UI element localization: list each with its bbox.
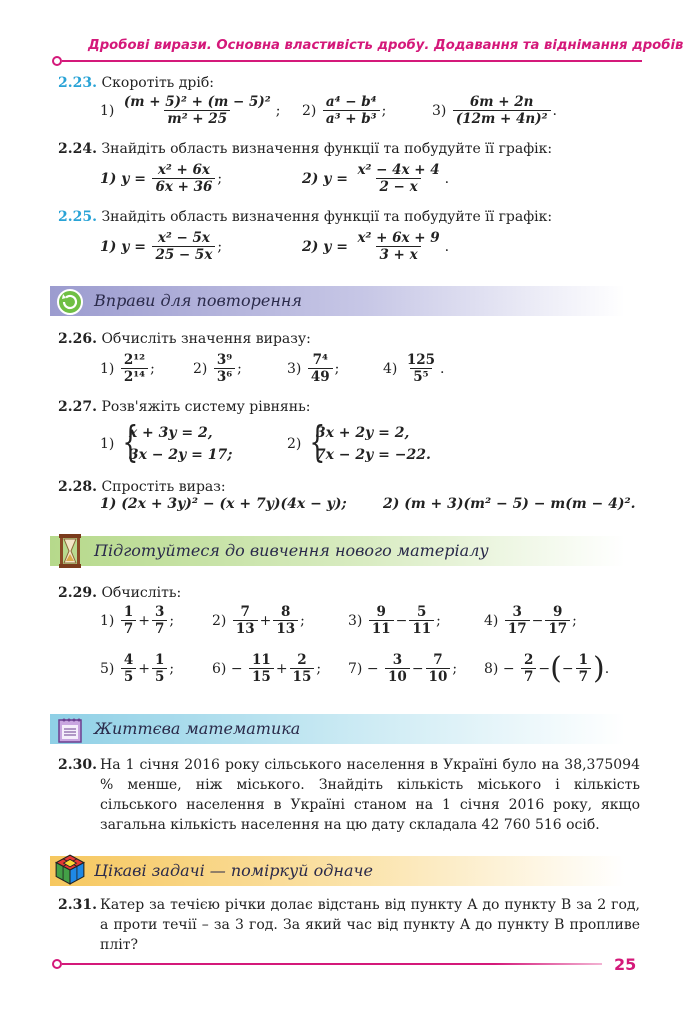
banner-title: Цікаві задачі — поміркуй одначе [94,861,373,880]
exercise-text: Розв'яжіть систему рівнянь: [101,399,311,415]
exercise-number: 2.25. [58,209,97,225]
item-label: 1) y = [100,239,146,255]
fraction: $\frac{6m + 2n}{\text{(12m + 4n)²}}$ [453,94,551,128]
fraction: $\frac{\text{(m + 5)² + (m − 5)²}}{\text{m² + 25}}$ [123,94,271,127]
exercise-number: 2.24. [58,141,97,157]
fraction: $\frac{1}{7}$ [576,652,591,686]
fraction: $\frac{3}{7}$ [152,604,167,638]
exercise-2-30-number [58,756,97,774]
exercise-2-27-system-2: 2) { 3x + 2y = 2, 7x − 2y = −22. [287,417,431,466]
item-label: 2) y = [302,171,348,187]
exercise-2-28 [58,478,226,496]
equation-system: { x + 3y = 2, 3x − 2y = 17; [122,417,233,466]
exercise-2-25-item-2: 2) y = $\frac{\text{x² + 6x + 9}}{3 + x}$ . [302,230,450,263]
fraction: $\frac{11}{15}$ [249,652,274,686]
repeat-icon [56,288,84,316]
exercise-2-23-item-3: 3) $\frac{6m + 2n}{\text{(12m + 4n)²}}$ . [432,94,557,127]
page-header-title: Дробові вирази. Основна властивість дробу. Додавання та віднімання дробів [88,38,684,53]
fraction: $\frac{\text{x² − 5x}}{25 - 5x}$ [152,230,215,264]
exercise-number: 2.29. [58,585,97,601]
fraction: $\frac{\text{3⁹}}{\text{3⁶}}$ [214,352,235,386]
exercise-2-29-item-2: 2) $\frac{7}{13}$ + $\frac{8}{13}$ ; [212,604,305,637]
fraction: $\frac{125}{\text{5⁵}}$ [406,352,436,385]
fraction: $\frac{1}{5}$ [152,652,167,686]
item-label: 2) y = [302,239,348,255]
item-label: 1) y = [100,171,146,187]
exercise-2-24-item-1: 1) y = $\frac{\text{x² + 6x}}{6x + 36}$ ; [100,162,223,195]
fraction: $\frac{\text{a⁴ − b⁴}}{\text{a³ + b³}}$ [323,94,380,128]
exercise-2-25 [58,208,552,226]
equation-system: { 3x + 2y = 2, 7x − 2y = −22. [309,417,431,466]
exercise-2-24 [58,140,552,158]
item-label: 1) [100,103,115,119]
rubiks-cube-icon [54,853,86,885]
exercise-number: 2.31. [58,897,97,913]
exercise-2-29-item-7: 7) − $\frac{3}{10}$ − $\frac{7}{10}$ ; [348,652,458,685]
fraction: $\frac{8}{13}$ [273,604,298,638]
banner-title: Життєва математика [94,719,301,738]
exercise-2-24-item-2: 2) y = $\frac{\text{x² − 4x + 4}}{2 - x}$ . [302,162,450,195]
exercise-2-25-item-1: 1) y = $\frac{\text{x² − 5x}}{25 - 5x}$ ; [100,230,223,263]
exercise-text: Скоротіть дріб: [101,75,214,91]
exercise-2-26-item-3: 3) $\frac{\text{7⁴}}{49}$ ; [287,352,340,385]
exercise-2-28-item-1: 1) (2x + 3y)² − (x + 7y)(4x − y); [100,496,347,512]
fraction: $\frac{\text{x² + 6x + 9}}{3 + x}$ [357,230,440,263]
exercise-text: Обчисліть: [101,585,182,601]
exercise-2-29-item-4: 4) $\frac{3}{17}$ − $\frac{9}{17}$ ; [484,604,577,637]
exercise-2-23-item-2: 2) $\frac{\text{a⁴ − b⁴}}{\text{a³ + b³}}$ ; [302,94,387,127]
exercise-2-29-item-5: 5) $\frac{4}{5}$ + $\frac{1}{5}$ ; [100,652,175,685]
hourglass-icon [56,533,84,569]
exercise-2-26 [58,330,311,348]
header-rule [62,60,642,62]
exercise-text: Спростіть вираз: [101,479,226,495]
banner-title: Вправи для повторення [94,291,302,310]
fraction: $\frac{\text{x² + 6x}}{6x + 36}$ [152,162,215,196]
banner-title: Підготуйтеся до вивчення нового матеріалу [94,541,489,560]
exercise-number: 2.23. [58,75,97,91]
exercise-text: Знайдіть область визначення функції та побудуйте її графік: [101,141,553,157]
exercise-2-26-item-1: 1) $\frac{\text{2¹²}}{\text{2¹⁴}}$ ; [100,352,155,385]
notepad-icon [56,716,84,744]
exercise-2-29-item-8: 8) − $\frac{2}{7}$ −(− $\frac{1}{7}$ ). [484,651,610,686]
exercise-2-29-item-3: 3) $\frac{9}{11}$ − $\frac{5}{11}$ ; [348,604,441,637]
header-rule-dot [52,56,62,66]
fraction: $\frac{9}{17}$ [545,604,570,638]
fraction: $\frac{2}{7}$ [521,652,536,686]
exercise-2-23 [58,74,214,92]
exercise-2-31-number [58,896,97,914]
exercise-number: 2.26. [58,331,97,347]
exercise-2-29-item-1: 1) $\frac{1}{7}$ + $\frac{3}{7}$ ; [100,604,175,637]
fraction: $\frac{\text{7⁴}}{49}$ [308,352,333,386]
fraction: $\frac{2}{15}$ [290,652,315,686]
exercise-2-30-text: На 1 січня 2016 року сільського населення в Україні було на 38,375094 % менше, ніж міського. Знайдіть кількість міського і кількість сільського населення в Україні станом на 1 січня 2016 року, якщо загальна кількість населення на цю дату складала 42 760 516 осіб. [100,757,640,833]
exercise-number: 2.27. [58,399,97,415]
footer-rule-dot [52,959,62,969]
fraction: $\frac{1}{7}$ [121,604,136,638]
exercise-2-27 [58,398,310,416]
exercise-2-31-text: Катер за течією річки долає відстань від пункту A до пункту B за 2 год, а проти течії – за 3 год. За який час від пункту A до пункту B пропливе пліт? [100,897,640,953]
fraction: $\frac{7}{10}$ [426,652,451,686]
exercise-2-26-item-2: 2) $\frac{\text{3⁹}}{\text{3⁶}}$ ; [193,352,242,385]
exercise-text: Знайдіть область визначення функції та побудуйте її графік: [101,209,553,225]
exercise-2-28-item-2: 2) (m + 3)(m² − 5) − m(m − 4)². [383,496,636,512]
item-label: 3) [432,103,447,119]
footer-rule [62,963,602,965]
fraction: $\frac{3}{10}$ [385,652,410,686]
exercise-2-29-item-6: 6) − $\frac{11}{15}$ + $\frac{2}{15}$ ; [212,652,322,685]
fraction: $\frac{5}{11}$ [409,604,434,638]
fraction: $\frac{9}{11}$ [369,604,394,638]
fraction: $\frac{\text{x² − 4x + 4}}{2 - x}$ [357,162,440,195]
exercise-2-27-system-1: 1) { x + 3y = 2, 3x − 2y = 17; [100,417,233,466]
fraction: $\frac{4}{5}$ [121,652,136,686]
page-number: 25 [614,955,637,974]
fraction: $\frac{\text{2¹²}}{\text{2¹⁴}}$ [121,352,148,386]
exercise-2-23-items: 1) $\frac{\text{(m + 5)² + (m − 5)²}}{\text{m² + 25}}$ ; [100,94,281,127]
fraction: $\frac{7}{13}$ [233,604,258,638]
exercise-number: 2.30. [58,757,97,773]
item-label: 2) [302,103,317,119]
exercise-text: Обчисліть значення виразу: [101,331,311,347]
exercise-number: 2.28. [58,479,97,495]
exercise-2-29 [58,584,181,602]
exercise-2-26-item-4: 4) $\frac{125}{\text{5⁵}}$ . [383,352,445,385]
fraction: $\frac{3}{17}$ [505,604,530,638]
